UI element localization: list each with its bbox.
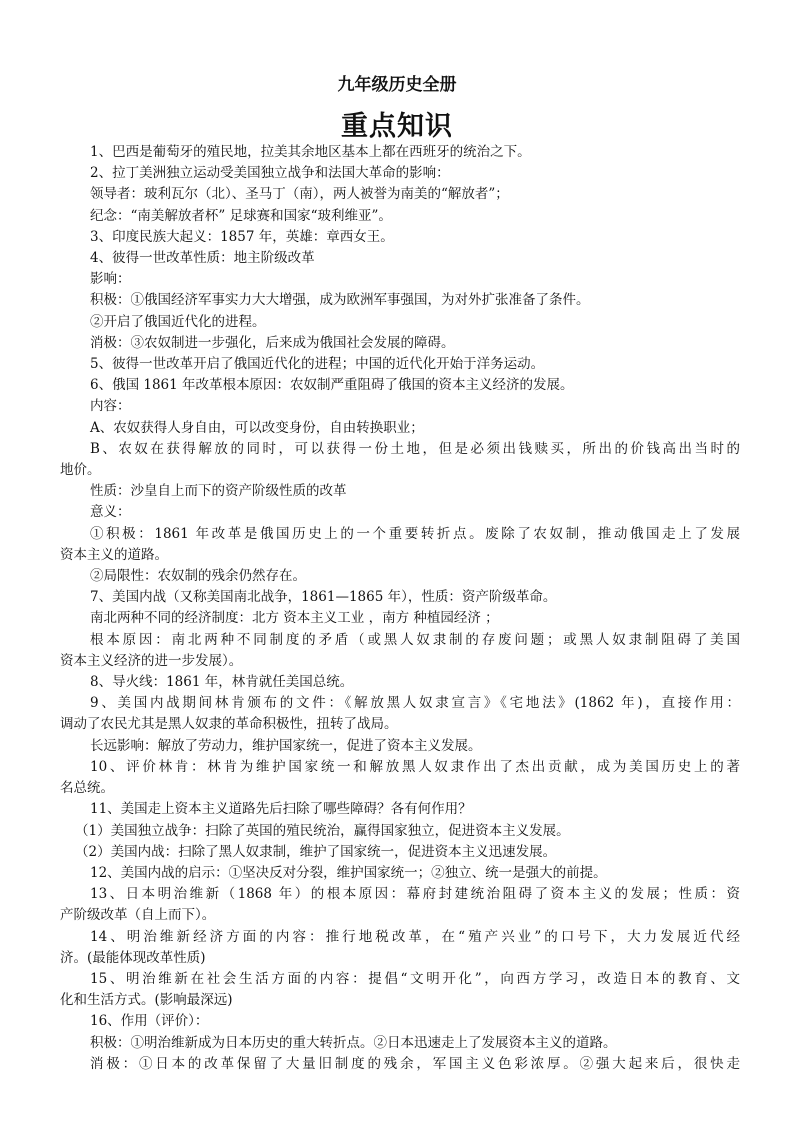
text-line: 消极：①日本的改革保留了大量旧制度的残余，军国主义色彩浓厚。②强大起来后，很快走 <box>90 1055 740 1072</box>
text-line: A、农奴获得人身自由，可以改变身份，自由转换职业； <box>90 419 424 436</box>
text-line: 5、彼得一世改革开启了俄国近代化的进程；中国的近代化开始于洋务运动。 <box>90 356 545 373</box>
text-line: 积极：①俄国经济军事实力大大增强，成为欧洲军事强国，为对外扩张准备了条件。 <box>90 292 590 309</box>
text-line: 15、明治维新在社会生活方面的内容：提倡“文明开化”，向西方学习，改造日本的教育、文 <box>90 970 740 987</box>
text-line: 资本主义的道路。 <box>60 546 168 563</box>
text-line: ②局限性：农奴制的残余仍然存在。 <box>90 568 306 585</box>
text-line: 13、日本明治维新（1868 年）的根本原因：幕府封建统治阻碍了资本主义的发展；性质：资 <box>90 886 740 903</box>
text-line: （2）美国内战：扫除了黑人奴隶制，维护了国家统一，促进资本主义迅速发展。 <box>75 843 557 860</box>
text-line: 14、明治维新经济方面的内容：推行地税改革，在“殖产兴业”的口号下，大力发展近代经 <box>90 928 740 945</box>
text-line: 6、俄国 1861 年改革根本原因：农奴制严重阻碍了俄国的资本主义经济的发展。 <box>90 377 574 394</box>
text-line: ①积极：1861 年改革是俄国历史上的一个重要转折点。废除了农奴制，推动俄国走上了发展 <box>90 525 740 542</box>
text-line: 9、美国内战期间林肯颁布的文件：《解放黑人奴隶宣言》《宅地法》(1862 年)，直接作用： <box>90 695 740 712</box>
text-line: 10、评价林肯：林肯为维护国家统一和解放黑人奴隶作出了杰出贡献，成为美国历史上的著 <box>90 758 740 775</box>
text-line: 领导者：玻利瓦尔（北）、圣马丁（南），两人被誉为南美的“解放者”； <box>90 186 509 203</box>
text-line: 济。(最能体现改革性质) <box>60 949 206 966</box>
text-line: 南北两种不同的经济制度：北方 资本主义工业 ，南方 种植园经济 ； <box>90 610 499 627</box>
text-line: 意义： <box>90 504 131 521</box>
text-line: 3、印度民族大起义：1857 年，英雄：章西女王。 <box>90 228 394 245</box>
text-line: ②开启了俄国近代化的进程。 <box>90 313 266 330</box>
text-line: 11、美国走上资本主义道路先后扫除了哪些障碍？各有何作用？ <box>90 801 472 818</box>
text-line: 内容： <box>90 398 131 415</box>
text-line: 12、美国内战的启示：①坚决反对分裂，维护国家统一；②独立、统一是强大的前提。 <box>90 864 607 881</box>
text-line: 影响： <box>90 271 131 288</box>
text-line: 长远影响：解放了劳动力，维护国家统一，促进了资本主义发展。 <box>90 737 482 754</box>
text-line: 产阶级改革（自上而下）。 <box>60 907 216 924</box>
text-line: 纪念：“南美解放者杯” 足球赛和国家“玻利维亚”。 <box>90 207 392 224</box>
text-line: 积极：①明治维新成为日本历史的重大转折点。②日本迅速走上了发展资本主义的道路。 <box>90 1034 617 1051</box>
text-line: 16、作用（评价）： <box>90 1013 209 1030</box>
text-line: 7、美国内战（又称美国南北战争，1861—1865 年），性质：资产阶级革命。 <box>90 589 557 606</box>
text-line: 1、巴西是葡萄牙的殖民地，拉美其余地区基本上都在西班牙的统治之下。 <box>90 144 531 160</box>
text-line: 化和生活方式。(影响最深远) <box>60 992 233 1009</box>
text-line: 地价。 <box>60 462 101 479</box>
text-line: 性质：沙皇自上而下的资产阶级性质的改革 <box>90 483 347 500</box>
text-line: 消极：③农奴制进一步强化，后来成为俄国社会发展的障碍。 <box>90 334 455 351</box>
text-line: 调动了农民尤其是黑人奴隶的革命积极性，扭转了战局。 <box>60 716 398 733</box>
text-line: 4、彼得一世改革性质：地主阶级改革 <box>90 250 315 267</box>
text-line: 资本主义经济的进一步发展）。 <box>60 652 243 669</box>
text-line: （1）美国独立战争：扫除了英国的殖民统治，赢得国家独立，促进资本主义发展。 <box>75 822 570 839</box>
text-line: 8、导火线：1861 年，林肯就任美国总统。 <box>90 674 354 691</box>
document-title: 九年级历史全册 <box>337 75 457 95</box>
text-line: 名总统。 <box>60 780 114 797</box>
text-line: B、农奴在获得解放的同时，可以获得一份土地，但是必须出钱赎买，所出的价钱高出当时的 <box>90 440 740 457</box>
text-line: 2、拉丁美洲独立运动受美国独立战争和法国大革命的影响： <box>90 165 450 182</box>
document-body <box>60 142 740 1075</box>
text-line: 根本原因：南北两种不同制度的矛盾（或黑人奴隶制的存废问题；或黑人奴隶制阻碍了美国 <box>90 631 740 648</box>
document-subtitle: 重点知识 <box>341 111 453 142</box>
